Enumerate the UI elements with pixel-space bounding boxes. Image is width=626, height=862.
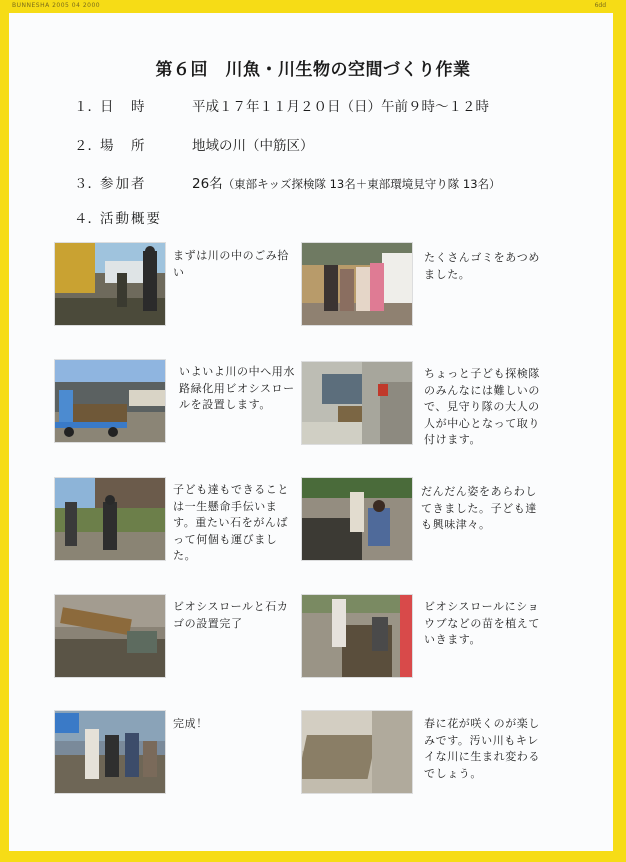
activity-caption: ビオシスロールにショウブなどの苗を植えていきます。 xyxy=(424,600,540,646)
info-row-place xyxy=(74,134,314,154)
info-row-date xyxy=(74,95,489,115)
activity-caption: 春に花が咲くのが楽しみです。汚い川もキレイな川に生まれ変わるでしょう。 xyxy=(424,717,540,780)
activity-caption: まずは川の中のごみ拾い xyxy=(173,249,289,279)
photo-children-group xyxy=(302,243,412,325)
page-title: 第６回 川魚・川生物の空間づくり作業 xyxy=(155,60,471,80)
activity-caption: たくさんゴミをあつめました。 xyxy=(424,251,540,281)
info-note: （東部キッズ探検隊 13名＋東部環境見守り隊 13名） xyxy=(222,177,501,191)
activity-caption: だんだん姿をあらわしてきました。子ども達も興味津々。 xyxy=(421,485,537,531)
info-number: １． xyxy=(74,99,101,115)
info-label: 参加者 xyxy=(100,176,147,192)
info-label: 活動概要 xyxy=(100,211,162,227)
photo-adults-cleaning-river xyxy=(55,243,165,325)
info-number: ２． xyxy=(74,138,101,154)
photo-adults-installing xyxy=(302,362,412,444)
info-value: 26名 xyxy=(192,176,223,192)
info-value: 平成１７年１１月２０日（日）午前９時～１２時 xyxy=(192,99,489,115)
photo-group-finished xyxy=(55,711,165,793)
photo-installed-roll xyxy=(55,595,165,677)
info-label: 場 所 xyxy=(100,138,147,154)
photo-finished-channel xyxy=(302,711,412,793)
info-label: 日 時 xyxy=(100,99,147,115)
photo-planting-seedlings xyxy=(302,595,412,677)
info-row-participants xyxy=(74,172,501,192)
activity-caption: ビオシスロールと石カゴの設置完了 xyxy=(173,600,289,630)
photo-children-watching xyxy=(302,478,412,560)
info-number: ４． xyxy=(74,211,101,227)
scan-page-label: 6dd xyxy=(594,2,606,9)
scan-header-text: BUNNESHA 2005 04 2000 xyxy=(12,2,101,9)
activity-caption: 子ども達もできることは一生懸命手伝います。重たい石をがんばって何個も運びました。 xyxy=(173,483,289,562)
info-value: 地域の川（中筋区） xyxy=(192,138,314,154)
info-number: ３． xyxy=(74,176,101,192)
activity-caption: 完成！ xyxy=(173,717,208,730)
photo-truck-with-rolls xyxy=(55,360,165,442)
photo-children-carrying-stones xyxy=(55,478,165,560)
activity-caption: ちょっと子ども探検隊のみんなには難しいので、見守り隊の大人の人が中心となって取り付けます。 xyxy=(424,367,540,446)
activity-caption: いよいよ川の中へ用水路緑化用ビオシスロールを設置します。 xyxy=(179,365,295,411)
info-row-overview xyxy=(74,207,192,227)
